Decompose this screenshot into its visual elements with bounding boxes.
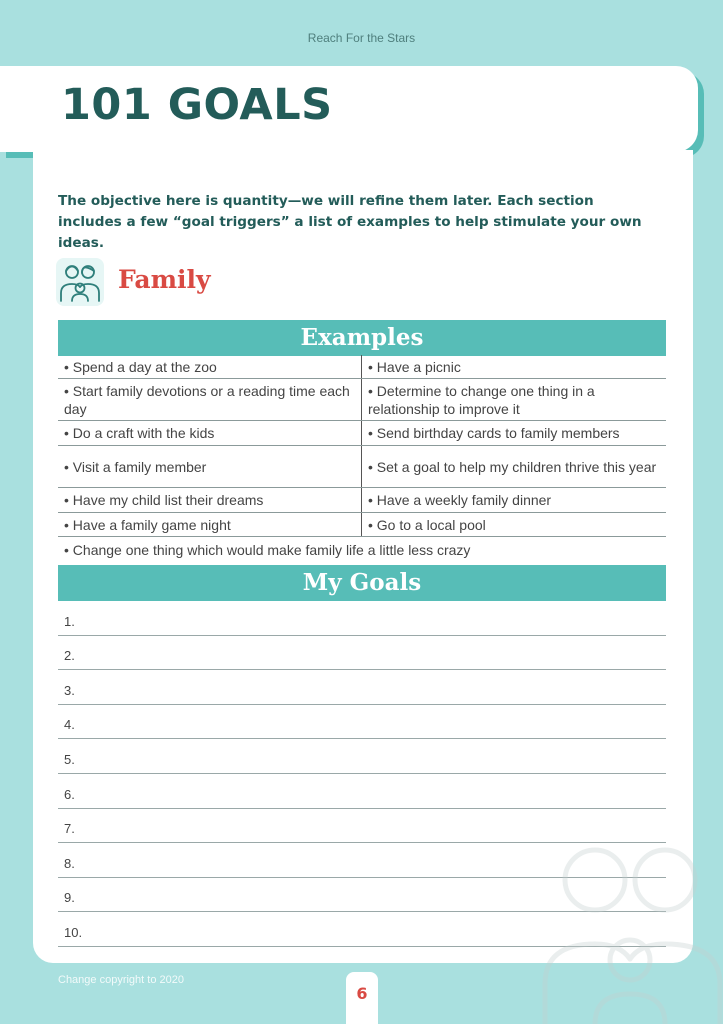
example-item: • Spend a day at the zoo	[58, 355, 362, 378]
table-row	[58, 513, 666, 537]
table-row	[58, 446, 666, 488]
goal-line[interactable]: 1.	[58, 601, 666, 636]
section-label: Family	[118, 265, 211, 294]
my-goals-heading: My Goals	[58, 565, 666, 601]
example-item: • Have a family game night	[58, 513, 362, 536]
goal-line[interactable]: 2.	[58, 636, 666, 671]
page-title: 101 GOALS	[61, 80, 333, 130]
example-item: • Have my child list their dreams	[58, 488, 362, 512]
running-head: Reach For the Stars	[307, 31, 416, 45]
goal-line[interactable]: 4.	[58, 705, 666, 740]
example-item: • Change one thing which would make family life a little less crazy	[64, 542, 471, 558]
table-row	[58, 537, 666, 563]
example-item: • Have a picnic	[368, 358, 461, 375]
table-row	[58, 488, 666, 513]
example-item: • Have a weekly family dinner	[368, 492, 552, 508]
example-item: • Do a craft with the kids	[58, 421, 362, 445]
examples-heading: Examples	[58, 320, 666, 356]
example-item: • Go to a local pool	[368, 516, 486, 533]
example-item: • Set a goal to help my children thrive this year	[368, 458, 657, 475]
goal-line[interactable]: 6.	[58, 774, 666, 809]
family-icon	[55, 257, 105, 307]
example-item: • Determine to change one thing in a relationship to improve it	[368, 382, 595, 417]
table-row	[58, 421, 666, 446]
goal-line[interactable]: 3.	[58, 670, 666, 705]
page-number: 6	[356, 984, 368, 1003]
goal-line[interactable]: 9.	[58, 878, 666, 913]
example-item: • Start family devotions or a reading time each day	[58, 379, 362, 420]
goal-line[interactable]: 5.	[58, 739, 666, 774]
goal-line[interactable]: 8.	[58, 843, 666, 878]
example-item: • Visit a family member	[58, 446, 362, 487]
intro-text: The objective here is quantity—we will refine them later. Each section includes a few “goal triggers” a list of examples to help stimulate your own ideas.	[58, 193, 642, 251]
goal-line[interactable]: 7.	[58, 809, 666, 844]
family-watermark-icon	[535, 830, 723, 1024]
examples-table	[58, 355, 666, 563]
table-row	[58, 355, 666, 379]
table-row	[58, 379, 666, 421]
goal-line[interactable]: 10.	[58, 912, 666, 947]
copyright-note: Change copyright to 2020	[58, 974, 184, 986]
example-item: • Send birthday cards to family members	[368, 425, 620, 441]
